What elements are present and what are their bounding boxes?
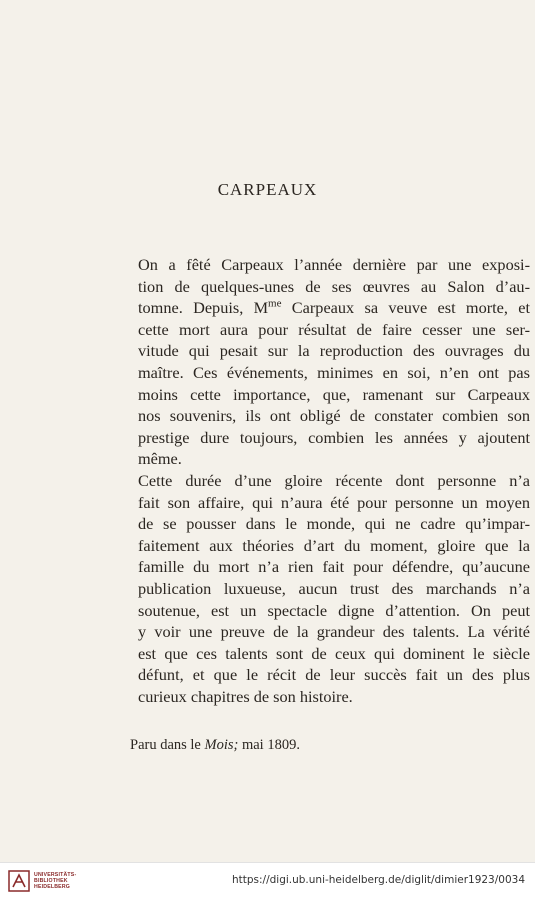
text-line: publication luxueuse, aucun trust des marchands n’a: [138, 578, 530, 598]
text-line: prestige dure toujours, combien les années y ajoutent: [138, 427, 530, 447]
text-line: soutenue, est un spectacle digne d’attention. On peut: [138, 600, 530, 620]
mme-superscript: me: [268, 297, 282, 310]
text-line: cette mort aura pour résultat de faire cesser une ser-: [138, 319, 530, 339]
text-fragment: Carpeaux sa veuve est morte, et: [281, 298, 530, 318]
text-line: fait son affaire, qui n’aura été pour personne un moyen: [138, 492, 530, 512]
page-url-link[interactable]: https://digi.ub.uni-heidelberg.de/diglit/dimier1923/0034: [231, 874, 525, 886]
paragraph-1: [118, 254, 530, 470]
text-line: y voir une preuve de la grandeur des talents. La vérité: [138, 622, 530, 642]
text-line: de se pousser dans le monde, qui ne cadre qu’impar-: [138, 514, 530, 534]
logo-line: BIBLIOTHEK: [34, 878, 68, 884]
source-publication: Mois;: [204, 737, 239, 753]
text-line: curieux chapitres de son histoire.: [138, 686, 353, 706]
text-line: nos souvenirs, ils ont obligé de constater combien son: [138, 406, 530, 426]
source-date: mai 1809.: [238, 737, 300, 753]
text-line: Cette durée d’une gloire récente dont personne n’a: [138, 470, 530, 490]
footer-bar: [0, 862, 535, 901]
text-line: [118, 297, 530, 319]
text-line: faitement aux théories d’art du moment, gloire que la: [138, 535, 530, 555]
body-text: [118, 254, 530, 707]
text-fragment: tomne. Depuis,: [138, 298, 254, 318]
text-line: On a fêté Carpeaux l’année dernière par une exposi-: [138, 255, 530, 274]
text-line: tion de quelques-unes de ses œuvres au Salon d’au-: [138, 276, 530, 296]
text-line: défunt, et que le récit de leur succès fait un des plus: [138, 665, 530, 685]
library-logo-text: [34, 872, 76, 890]
text-line: maître. Ces événements, minimes en soi, n’en ont pas: [138, 362, 530, 382]
text-line: vitude qui pesait sur la reproduction des ouvrages du: [138, 341, 530, 361]
logo-line: HEIDELBERG: [34, 884, 71, 890]
logo-line: UNIVERSITÄTS-: [34, 872, 77, 878]
source-note: [130, 737, 300, 754]
library-logo-icon: [8, 870, 30, 892]
page-title: CARPEAUX: [217, 180, 318, 199]
text-line: est que ces talents sont de ceux qui dominent le siècle: [138, 643, 530, 663]
paragraph-2: [118, 470, 530, 708]
library-logo[interactable]: [8, 870, 76, 892]
text-line: famille du mort n’a rien fait pour défendre, qu’aucune: [138, 557, 530, 577]
text-line: moins cette importance, que, ramenant sur Carpeaux: [138, 384, 530, 404]
mme-abbreviation: M: [253, 298, 269, 318]
text-line: même.: [138, 449, 182, 469]
source-prefix: Paru dans le: [130, 737, 205, 753]
